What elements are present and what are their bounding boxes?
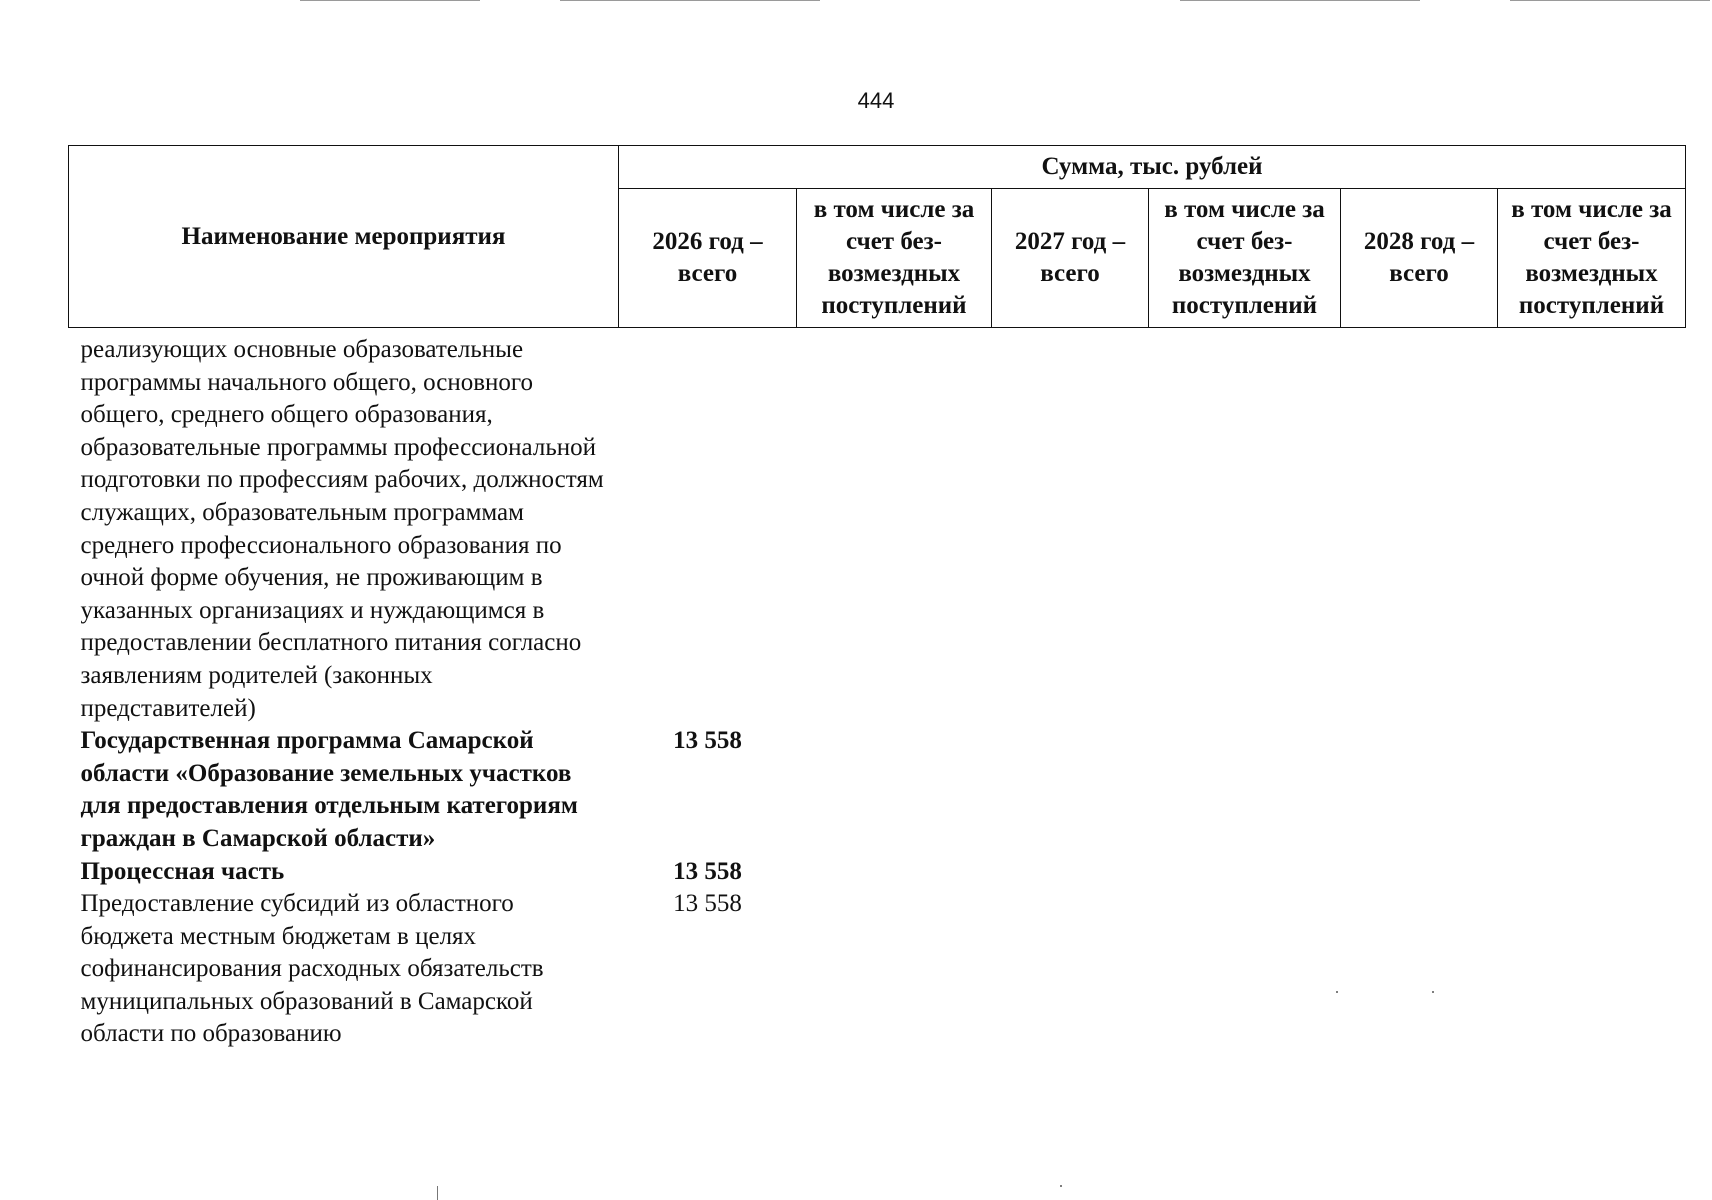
scan-edge-mark <box>1510 0 1710 1</box>
scan-edge-mark <box>560 0 820 1</box>
header-2028-total: 2028 год – всего <box>1341 189 1498 328</box>
page-number: 444 <box>857 88 895 113</box>
table-row <box>69 856 1686 889</box>
header-activity-name: Наименование мероприятия <box>69 146 619 328</box>
scan-speck <box>1432 991 1434 993</box>
header-2026-gratuitous: в том числе за счет без-возмездных поступлений <box>797 189 992 328</box>
scan-edge-mark <box>1180 0 1420 1</box>
header-sum-group: Сумма, тыс. рублей <box>619 146 1686 189</box>
header-2027-total: 2027 год – всего <box>992 189 1149 328</box>
row-amount-2026: 13 558 <box>673 857 742 885</box>
header-2027-gratuitous: в том числе за счет без-возмездных поступлений <box>1149 189 1341 328</box>
row-name: Предоставление субсидий из областного бюджета местным бюджетам в целях софинансирования расходных обязательств муниципальных образований в Самарской области по образованию <box>80 890 544 1048</box>
scan-tick <box>437 1186 438 1200</box>
scan-speck <box>1336 991 1338 993</box>
header-2026-total: 2026 год – всего <box>619 189 797 328</box>
header-2028-gratuitous: в том числе за счет без-возмездных поступлений <box>1498 189 1686 328</box>
row-name: реализующих основные образовательные программы начального общего, основного общего, среднего общего образования, образовательные программы профессиональной подготовки по профессиям рабочих, должностям служащих, образовательным программам среднего профессионального образования по очной форме обучения, не проживающим в указанных организациях и нуждающимся в предоставлении бесплатного питания согласно заявлениям родителей (законных представителей) <box>80 336 604 722</box>
budget-table <box>68 145 1686 1051</box>
row-name: Государственная программа Самарской области «Образование земельных участков для предоставления отдельным категориям граждан в Самарской области» <box>80 727 578 852</box>
table-row <box>69 888 1686 1051</box>
scan-speck <box>1060 1185 1062 1187</box>
row-amount-2026: 13 558 <box>673 727 742 755</box>
table-row <box>69 328 1686 726</box>
row-amount-2026: 13 558 <box>673 890 742 918</box>
scan-edge-mark <box>300 0 480 1</box>
row-amount-2026 <box>619 328 797 726</box>
table-row <box>69 725 1686 855</box>
row-name: Процессная часть <box>80 857 285 885</box>
